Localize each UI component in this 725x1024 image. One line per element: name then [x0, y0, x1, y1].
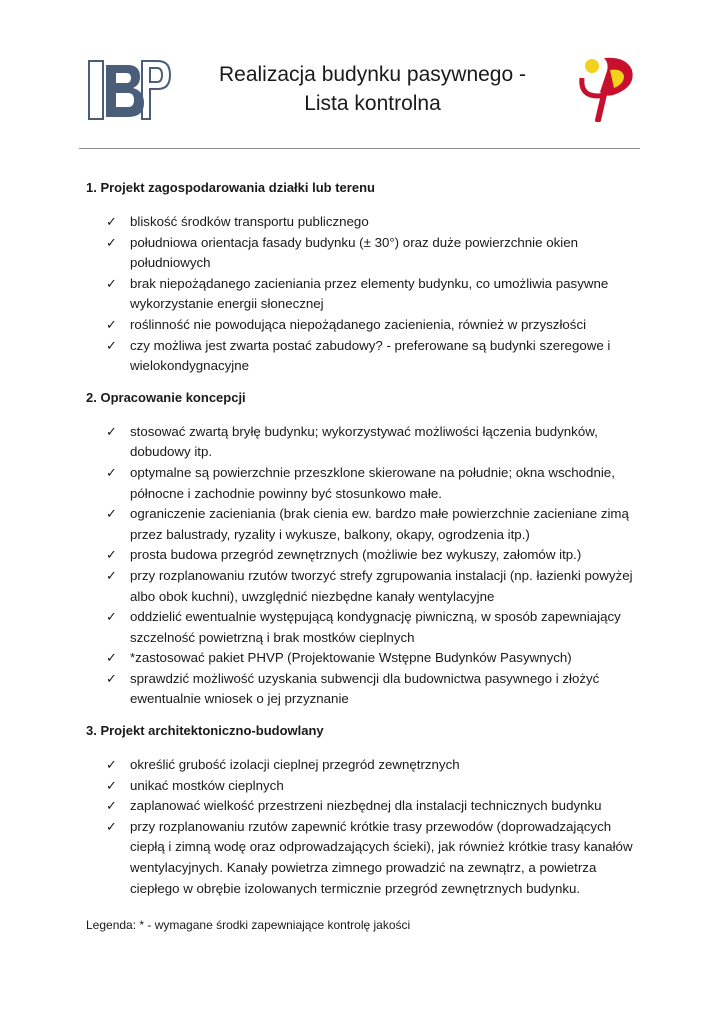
check-icon: ✓: [106, 214, 117, 229]
checklist-items: [86, 755, 646, 899]
item-text: ograniczenie zacieniania (brak cienia ew. bardzo małe powierzchnie zacieniane zimą przez balustrady, ryzality i wykusze, balkony, okapy, ogrodzenia itp.): [130, 506, 629, 542]
document-header: [0, 0, 725, 150]
check-icon: ✓: [106, 275, 117, 291]
item-text: zaplanować wielkość przestrzeni niezbędnej dla instalacji technicznych budynku: [130, 798, 602, 814]
item-text: sprawdzić możliwość uzyskania subwencji dla budownictwa pasywnego i złożyć ewentualnie wniosek o jej przyznanie: [130, 670, 600, 707]
check-icon: ✓: [106, 567, 117, 583]
checklist-item: [86, 669, 646, 710]
checklist-item: [86, 315, 646, 336]
check-icon: ✓: [106, 337, 117, 353]
item-text: prosta budowa przegród zewnętrznych (możliwie bez wykuszy, załomów itp.): [130, 547, 582, 563]
checklist-item: [86, 607, 646, 648]
checklist-item: [86, 336, 646, 377]
checklist-item: [86, 233, 646, 274]
check-icon: ✓: [106, 609, 117, 625]
item-text: brak niepożądanego zacieniania przez elementy budynku, co umożliwia pasywne wykorzystanie energii słonecznej: [130, 275, 609, 312]
checklist-item: [86, 422, 646, 463]
check-icon: ✓: [106, 547, 117, 563]
item-text: południowa orientacja fasady budynku (± 30°) oraz duże powierzchnie okien południowych: [130, 234, 578, 271]
checklist-item: [86, 545, 646, 566]
check-icon: ✓: [106, 506, 117, 522]
check-icon: ✓: [106, 757, 117, 773]
item-text: oddzielić ewentualnie występującą kondygnację piwniczną, w sposób zapewniający szczelność powietrzną i brak mostków cieplnych: [130, 609, 621, 645]
checklist-item: [86, 566, 646, 607]
item-text: czy możliwa jest zwarta postać zabudowy? - preferowane są budynki szeregowe i wielokondygnacyjne: [130, 337, 611, 374]
item-text: przy rozplanowaniu rzutów zapewnić krótkie trasy przewodów (doprowadzających ciepłą i zimną wodę oraz odprowadzających ścieki), jak również krótkie trasy kanałów wentylacyjnych. Kanały powietrza zimnego prowadzić na zewnątrz, a powietrza ciepłego w obrębie izolowanych termicznie przegród zewnętrznych budynku.: [130, 818, 633, 896]
checklist-item: [86, 504, 646, 545]
check-icon: ✓: [106, 777, 117, 793]
legend-note: Legenda: * - wymagane środki zapewniające kontrolę jakości: [86, 918, 411, 932]
check-icon: ✓: [106, 234, 117, 250]
checklist-items: [86, 422, 646, 710]
section-title: 1. Projekt zagospodarowania działki lub terenu: [86, 180, 375, 195]
item-text: *zastosować pakiet PHVP (Projektowanie Wstępne Budynków Pasywnych): [130, 650, 572, 666]
ibp-logo-icon: [86, 57, 172, 123]
item-text: przy rozplanowaniu rzutów tworzyć strefy zgrupowania instalacji (np. łazienki powyżej albo obok kuchni), uwzględnić niezbędne kanały wentylacyjne: [130, 567, 633, 604]
checklist-item: [86, 755, 646, 776]
title-line-1: Realizacja budynku pasywnego -: [218, 63, 526, 86]
title-line-2: Lista kontrolna: [304, 92, 441, 115]
item-text: stosować zwartą bryłę budynku; wykorzystywać możliwości łączenia budynków, dobudowy itp.: [130, 423, 598, 460]
item-text: optymalne są powierzchnie przeszklone skierowane na południe; okna wschodnie, północne i zachodnie powinny być stosunkowo małe.: [130, 464, 615, 501]
section-2: [86, 388, 646, 710]
checklist-item: [86, 796, 646, 817]
checklist-items: [86, 212, 646, 377]
check-icon: ✓: [106, 464, 117, 480]
section-title: 2. Opracowanie koncepcji: [86, 389, 246, 405]
checklist-item: [86, 463, 646, 504]
ibp-logo: [86, 57, 172, 123]
checklist-item: [86, 274, 646, 315]
check-icon: ✓: [106, 423, 117, 439]
check-icon: ✓: [106, 670, 117, 686]
item-text: unikać mostków cieplnych: [130, 777, 284, 793]
checklist: [86, 178, 646, 910]
section-3: [86, 721, 646, 899]
passive-house-logo-icon: [576, 56, 636, 122]
section-title: 3. Projekt architektoniczno-budowlany: [86, 723, 324, 739]
page-title: [180, 60, 565, 118]
passive-house-logo: [576, 56, 636, 122]
check-icon: ✓: [106, 798, 117, 814]
header-divider: [79, 148, 640, 149]
checklist-item: [86, 212, 646, 233]
item-text: bliskość środków transportu publicznego: [130, 214, 369, 229]
checklist-item: [86, 776, 646, 797]
section-1: [86, 178, 646, 377]
check-icon: ✓: [106, 316, 117, 332]
item-text: określić grubość izolacji cieplnej przegród zewnętrznych: [130, 757, 460, 773]
check-icon: ✓: [106, 818, 117, 834]
checklist-item: [86, 817, 646, 899]
checklist-item: [86, 648, 646, 669]
item-text: roślinność nie powodująca niepożądanego zacienienia, również w przyszłości: [130, 316, 587, 332]
check-icon: ✓: [106, 650, 117, 666]
